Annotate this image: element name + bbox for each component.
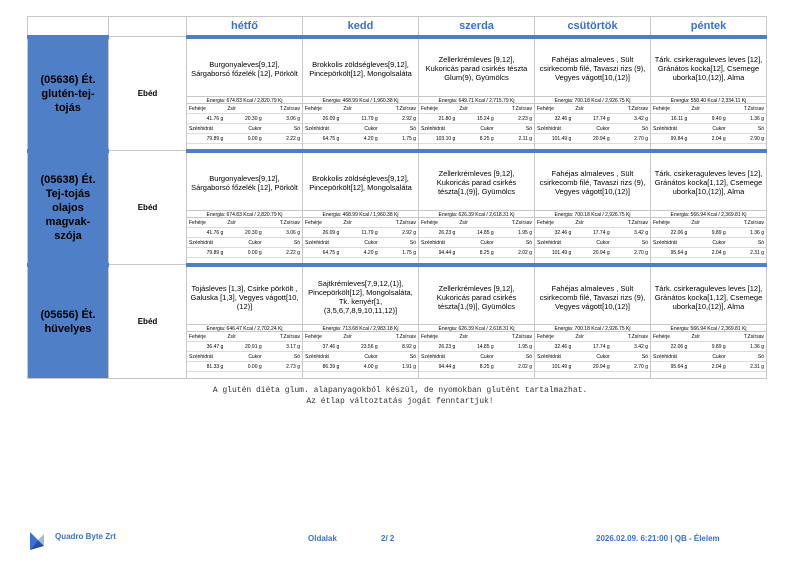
protein-value: 37.46 g: [303, 342, 341, 352]
dish-list: Fahéjas almaleves , Sült csirkecomb filé, Tavaszi rizs (9), Vegyes vágott[10,(12)]: [539, 283, 646, 311]
protein-value: 41.76 g: [187, 228, 225, 238]
protein-value: 32.46 g: [535, 228, 573, 238]
nutrition-grid: [187, 218, 302, 258]
salt-value: 2.31 g: [728, 248, 766, 258]
carbohydrate-label: Szénhidrát: [651, 124, 689, 134]
protein-value: 26.23 g: [419, 228, 457, 238]
protein-value: 21.80 g: [419, 114, 457, 124]
fat-value: 17.74 g: [573, 228, 611, 238]
saturated-fat-value: 1.36 g: [728, 114, 766, 124]
fat-label: Zsír: [341, 104, 379, 114]
energy-value: Energia: 626.39 Kcal / 2,618.31 Kj: [419, 324, 534, 332]
energy-value: Energia: 558.40 Kcal / 2,334.11 Kj: [651, 96, 766, 104]
sugar-label: Cukor: [457, 352, 495, 362]
day-header-friday: péntek: [651, 17, 767, 37]
carbohydrate-label: Szénhidrát: [303, 124, 341, 134]
dish-list: Tojásleves [1,3], Csirke pörkölt , Galuska [1,3], Vegyes vágott[10,(12)]: [190, 283, 299, 311]
fat-value: 9.89 g: [689, 228, 727, 238]
saturated-fat-value: 2.23 g: [496, 114, 534, 124]
carbohydrate-value: 94.44 g: [419, 248, 457, 258]
notes: [0, 385, 800, 407]
salt-value: 2.73 g: [264, 362, 302, 372]
carbohydrate-label: Szénhidrát: [651, 238, 689, 248]
carbohydrate-value: 81.33 g: [187, 362, 225, 372]
carbohydrate-label: Szénhidrát: [419, 352, 457, 362]
sugar-value: 2.04 g: [689, 248, 727, 258]
company-name: Quadro Byte Zrt: [55, 532, 116, 541]
nutrition-grid: [535, 332, 650, 372]
salt-value: 1.91 g: [380, 362, 418, 372]
fat-value: 23.56 g: [341, 342, 379, 352]
carbohydrate-value: 95.64 g: [651, 362, 689, 372]
energy-value: Energia: 626.39 Kcal / 2,618.31 Kj: [419, 210, 534, 218]
sugar-value: 0.00 g: [225, 248, 263, 258]
day-header-wednesday: szerda: [419, 17, 535, 37]
saturated-fat-value: 3.42 g: [612, 114, 650, 124]
salt-label: Só: [728, 238, 766, 248]
diet-name: (05656) Ét. hüvelyes: [28, 265, 109, 379]
salt-label: Só: [380, 124, 418, 134]
saturated-fat-value: 1.36 g: [728, 342, 766, 352]
saturated-fat-value: 2.92 g: [380, 228, 418, 238]
dish-list: Zellerkrémleves [9,12], Kukoricás parad csirkés tészta[1,(9)], Gyümölcs: [436, 169, 517, 196]
sugar-value: 2.04 g: [689, 362, 727, 372]
salt-value: 2.90 g: [728, 134, 766, 144]
page-footer: [0, 524, 800, 554]
energy-value: Energia: 468.99 Kcal / 1,960.38 Kj: [303, 210, 418, 218]
fat-value: 14.85 g: [457, 342, 495, 352]
carbohydrate-value: 99.84 g: [651, 134, 689, 144]
sugar-label: Cukor: [573, 352, 611, 362]
protein-label: Fehérje: [187, 104, 225, 114]
fat-label: Zsír: [457, 332, 495, 342]
salt-value: 2.22 g: [264, 248, 302, 258]
sugar-value: 8.25 g: [457, 134, 495, 144]
meal-name: Ebéd: [109, 151, 187, 265]
protein-value: 22.06 g: [651, 342, 689, 352]
fat-label: Zsír: [457, 104, 495, 114]
diet-row: [28, 37, 767, 151]
nutrition-grid: [419, 218, 534, 258]
protein-label: Fehérje: [419, 332, 457, 342]
protein-label: Fehérje: [303, 218, 341, 228]
protein-label: Fehérje: [535, 332, 573, 342]
nutrition-grid: [651, 104, 766, 144]
fat-value: 20.91 g: [225, 342, 263, 352]
sugar-label: Cukor: [689, 124, 727, 134]
energy-value: Energia: 713.68 Kcal / 2,983.18 Kj: [303, 324, 418, 332]
note-changes: Az étlap változtatás jogát fenntartjuk!: [306, 397, 494, 406]
sugar-value: 4.20 g: [341, 248, 379, 258]
protein-label: Fehérje: [651, 104, 689, 114]
energy-value: Energia: 566.94 Kcal / 2,369.81 Kj: [651, 210, 766, 218]
menu-cell-thursday: [535, 151, 651, 265]
saturated-fat-label: T.Zsírsav: [264, 332, 302, 342]
protein-value: 16.11 g: [651, 114, 689, 124]
sugar-value: 0.00 g: [225, 134, 263, 144]
saturated-fat-label: T.Zsírsav: [728, 104, 766, 114]
carbohydrate-label: Szénhidrát: [187, 352, 225, 362]
energy-value: Energia: 674.83 Kcal / 2,820.79 Kj: [187, 96, 302, 104]
sugar-value: 2.04 g: [689, 134, 727, 144]
carbohydrate-value: 64.75 g: [303, 134, 341, 144]
fat-label: Zsír: [225, 332, 263, 342]
salt-label: Só: [496, 124, 534, 134]
menu-cell-wednesday: [419, 37, 535, 151]
salt-label: Só: [612, 124, 650, 134]
day-header-tuesday: kedd: [303, 17, 419, 37]
salt-value: 1.75 g: [380, 134, 418, 144]
menu-cell-friday: [651, 151, 767, 265]
saturated-fat-value: 1.95 g: [496, 342, 534, 352]
sugar-label: Cukor: [457, 238, 495, 248]
nutrition-grid: [187, 104, 302, 144]
salt-value: 2.31 g: [728, 362, 766, 372]
fat-value: 17.74 g: [573, 342, 611, 352]
salt-label: Só: [612, 238, 650, 248]
nutrition-grid: [651, 218, 766, 258]
fat-value: 14.85 g: [457, 228, 495, 238]
menu-cell-friday: [651, 265, 767, 379]
fat-value: 11.79 g: [341, 228, 379, 238]
diet-name: (05636) Ét. glutén-tej-tojás: [28, 37, 109, 151]
carbohydrate-label: Szénhidrát: [303, 238, 341, 248]
carbohydrate-value: 101.49 g: [535, 134, 573, 144]
salt-value: 2.70 g: [612, 362, 650, 372]
nutrition-grid: [535, 218, 650, 258]
salt-label: Só: [380, 352, 418, 362]
quadro-byte-logo-icon: [28, 528, 46, 552]
saturated-fat-label: T.Zsírsav: [380, 218, 418, 228]
protein-label: Fehérje: [651, 218, 689, 228]
fat-value: 9.89 g: [689, 342, 727, 352]
saturated-fat-label: T.Zsírsav: [612, 104, 650, 114]
note-gluten: A glutén diéta glum. alapanyagokból készül, de nyomokban glutént tartalmazhat.: [212, 386, 588, 395]
saturated-fat-value: 3.06 g: [264, 114, 302, 124]
carbohydrate-value: 64.75 g: [303, 248, 341, 258]
protein-value: 22.06 g: [651, 228, 689, 238]
salt-label: Só: [496, 352, 534, 362]
salt-label: Só: [728, 352, 766, 362]
menu-cell-monday: [187, 265, 303, 379]
nutrition-grid: [651, 332, 766, 372]
dish-list: Fahéjas almaleves , Sült csirkecomb filé, Tavaszi rizs (9), Vegyes vágott[10,(12)]: [539, 55, 646, 82]
dish-list: Fahéjas almaleves , Sült csirkecomb filé, Tavaszi rizs (9), Vegyes vágott[10,(12)]: [539, 169, 646, 196]
fat-value: 11.79 g: [341, 114, 379, 124]
diet-name: (05638) Ét. Tej-tojás olajos magvak-szója: [28, 151, 109, 265]
saturated-fat-value: 1.36 g: [728, 228, 766, 238]
carbohydrate-label: Szénhidrát: [187, 238, 225, 248]
fat-label: Zsír: [573, 332, 611, 342]
menu-cell-tuesday: [303, 37, 419, 151]
fat-value: 20.30 g: [225, 228, 263, 238]
sugar-label: Cukor: [225, 124, 263, 134]
salt-label: Só: [728, 124, 766, 134]
saturated-fat-label: T.Zsírsav: [496, 104, 534, 114]
sugar-value: 8.25 g: [457, 248, 495, 258]
fat-label: Zsír: [341, 218, 379, 228]
protein-label: Fehérje: [651, 332, 689, 342]
sugar-label: Cukor: [341, 124, 379, 134]
sugar-label: Cukor: [689, 352, 727, 362]
carbohydrate-value: 101.49 g: [535, 248, 573, 258]
salt-value: 1.75 g: [380, 248, 418, 258]
carbohydrate-value: 94.44 g: [419, 362, 457, 372]
salt-label: Só: [496, 238, 534, 248]
fat-label: Zsír: [689, 332, 727, 342]
protein-label: Fehérje: [187, 332, 225, 342]
diet-row: [28, 265, 767, 379]
carbohydrate-value: 101.49 g: [535, 362, 573, 372]
protein-value: 32.46 g: [535, 114, 573, 124]
menu-table: [27, 16, 767, 379]
fat-label: Zsír: [689, 104, 727, 114]
salt-value: 2.22 g: [264, 134, 302, 144]
salt-label: Só: [264, 238, 302, 248]
salt-label: Só: [264, 124, 302, 134]
carbohydrate-label: Szénhidrát: [187, 124, 225, 134]
sugar-value: 4.20 g: [341, 134, 379, 144]
sugar-value: 0.00 g: [225, 362, 263, 372]
energy-value: Energia: 700.18 Kcal / 2,926.75 Kj: [535, 210, 650, 218]
carbohydrate-label: Szénhidrát: [419, 124, 457, 134]
protein-label: Fehérje: [535, 104, 573, 114]
energy-value: Energia: 674.83 Kcal / 2,820.79 Kj: [187, 210, 302, 218]
menu-cell-tuesday: [303, 151, 419, 265]
meal-name: Ebéd: [109, 37, 187, 151]
menu-cell-monday: [187, 151, 303, 265]
salt-label: Só: [380, 238, 418, 248]
saturated-fat-value: 1.95 g: [496, 228, 534, 238]
carbohydrate-value: 95.64 g: [651, 248, 689, 258]
saturated-fat-label: T.Zsírsav: [612, 218, 650, 228]
sugar-value: 20.94 g: [573, 362, 611, 372]
saturated-fat-value: 3.42 g: [612, 342, 650, 352]
sugar-label: Cukor: [225, 238, 263, 248]
fat-label: Zsír: [341, 332, 379, 342]
fat-value: 20.30 g: [225, 114, 263, 124]
menu-cell-thursday: [535, 265, 651, 379]
carbohydrate-label: Szénhidrát: [651, 352, 689, 362]
protein-label: Fehérje: [419, 104, 457, 114]
protein-value: 32.46 g: [535, 342, 573, 352]
nutrition-grid: [303, 104, 418, 144]
dish-list: Zellerkrémleves [9,12], Kukoricás parad csirkés tészta[1,(9)], Gyümölcs: [436, 283, 517, 311]
salt-value: 2.02 g: [496, 362, 534, 372]
diet-row: [28, 151, 767, 265]
dish-list: Burgonyaleves[9,12], Sárgaborsó főzelék [12], Pörkölt: [191, 59, 298, 78]
saturated-fat-label: T.Zsírsav: [496, 218, 534, 228]
energy-value: Energia: 649.71 Kcal / 2,715.79 Kj: [419, 96, 534, 104]
salt-value: 2.70 g: [612, 248, 650, 258]
sugar-value: 20.94 g: [573, 134, 611, 144]
carbohydrate-value: 79.89 g: [187, 248, 225, 258]
saturated-fat-value: 3.42 g: [612, 228, 650, 238]
carbohydrate-value: 79.89 g: [187, 134, 225, 144]
sugar-value: 20.94 g: [573, 248, 611, 258]
corner-cell-meal: [109, 17, 187, 37]
menu-cell-wednesday: [419, 265, 535, 379]
dish-list: Burgonyaleves[9,12], Sárgaborsó főzelék [12], Pörkölt: [191, 173, 298, 192]
salt-value: 2.11 g: [496, 134, 534, 144]
saturated-fat-label: T.Zsírsav: [264, 104, 302, 114]
protein-label: Fehérje: [535, 218, 573, 228]
day-header-thursday: csütörtök: [535, 17, 651, 37]
dish-list: Tárk. csirkeraguleves leves [12], Gránátos kocka[1,12], Csemege uborka[10,(12)], Alma: [654, 169, 763, 196]
salt-value: 2.02 g: [496, 248, 534, 258]
sugar-label: Cukor: [573, 238, 611, 248]
nutrition-grid: [419, 332, 534, 372]
salt-label: Só: [612, 352, 650, 362]
protein-value: 26.23 g: [419, 342, 457, 352]
dish-list: Brokkolis zöldségleves[9,12], Pincepörkölt[12], Mongolsaláta: [309, 173, 412, 192]
menu-cell-thursday: [535, 37, 651, 151]
protein-value: 41.76 g: [187, 114, 225, 124]
menu-cell-monday: [187, 37, 303, 151]
dish-list: Zellerkrémleves [9,12], Kukoricás parad csirkés tészta Glum(9), Gyümölcs: [425, 55, 528, 82]
fat-label: Zsír: [689, 218, 727, 228]
protein-label: Fehérje: [303, 104, 341, 114]
carbohydrate-label: Szénhidrát: [419, 238, 457, 248]
day-header-row: [28, 17, 767, 37]
page-label: Oldalak: [308, 534, 337, 543]
menu-cell-friday: [651, 37, 767, 151]
carbohydrate-label: Szénhidrát: [535, 352, 573, 362]
energy-value: Energia: 468.99 Kcal / 1,960.38 Kj: [303, 96, 418, 104]
dish-list: Tárk. csirkeraguleves leves [12], Gránátos kocka[12], Csemege uborka[10,(12)], Alma: [654, 55, 763, 82]
fat-label: Zsír: [225, 218, 263, 228]
energy-value: Energia: 700.18 Kcal / 2,926.75 Kj: [535, 324, 650, 332]
fat-label: Zsír: [573, 104, 611, 114]
sugar-label: Cukor: [225, 352, 263, 362]
protein-value: 26.09 g: [303, 114, 341, 124]
saturated-fat-label: T.Zsírsav: [496, 332, 534, 342]
saturated-fat-label: T.Zsírsav: [380, 332, 418, 342]
nutrition-grid: [535, 104, 650, 144]
menu-cell-tuesday: [303, 265, 419, 379]
saturated-fat-value: 3.06 g: [264, 228, 302, 238]
menu-cell-wednesday: [419, 151, 535, 265]
page-number: 2/ 2: [381, 534, 395, 543]
fat-value: 9.40 g: [689, 114, 727, 124]
protein-value: 26.09 g: [303, 228, 341, 238]
sugar-label: Cukor: [341, 238, 379, 248]
saturated-fat-label: T.Zsírsav: [728, 332, 766, 342]
carbohydrate-label: Szénhidrát: [535, 124, 573, 134]
meal-name: Ebéd: [109, 265, 187, 379]
sugar-value: 8.25 g: [457, 362, 495, 372]
nutrition-grid: [303, 218, 418, 258]
nutrition-grid: [419, 104, 534, 144]
sugar-value: 4.00 g: [341, 362, 379, 372]
fat-value: 15.24 g: [457, 114, 495, 124]
dish-list: Tárk. csirkeraguleves leves [12], Gránátos kocka[1,12], Csemege uborka[10,(12)], Alma: [654, 283, 763, 311]
fat-label: Zsír: [225, 104, 263, 114]
saturated-fat-value: 8.92 g: [380, 342, 418, 352]
protein-label: Fehérje: [303, 332, 341, 342]
carbohydrate-value: 103.10 g: [419, 134, 457, 144]
menu-body: [28, 37, 767, 379]
carbohydrate-value: 86.39 g: [303, 362, 341, 372]
saturated-fat-value: 2.92 g: [380, 114, 418, 124]
nutrition-grid: [187, 332, 302, 372]
sugar-label: Cukor: [341, 352, 379, 362]
protein-label: Fehérje: [187, 218, 225, 228]
saturated-fat-label: T.Zsírsav: [380, 104, 418, 114]
saturated-fat-label: T.Zsírsav: [264, 218, 302, 228]
sugar-label: Cukor: [457, 124, 495, 134]
corner-cell: [28, 17, 109, 37]
carbohydrate-label: Szénhidrát: [535, 238, 573, 248]
protein-label: Fehérje: [419, 218, 457, 228]
protein-value: 36.47 g: [187, 342, 225, 352]
fat-label: Zsír: [573, 218, 611, 228]
energy-value: Energia: 646.47 Kcal / 2,702.24 Kj: [187, 324, 302, 332]
dish-list: Sajtkrémleves[7,9,12,(1)], Pincepörkölt[12], Mongolsaláta, Tk. kenyér[1,(3,5,6,7,8,9,10,11,12)]: [308, 279, 413, 316]
energy-value: Energia: 566.94 Kcal / 2,369.81 Kj: [651, 324, 766, 332]
saturated-fat-label: T.Zsírsav: [612, 332, 650, 342]
carbohydrate-label: Szénhidrát: [303, 352, 341, 362]
sugar-label: Cukor: [573, 124, 611, 134]
salt-label: Só: [264, 352, 302, 362]
saturated-fat-value: 3.17 g: [264, 342, 302, 352]
print-timestamp: 2026.02.09. 6:21:00 | QB - Élelem: [596, 534, 720, 543]
energy-value: Energia: 700.18 Kcal / 2,926.75 Kj: [535, 96, 650, 104]
fat-label: Zsír: [457, 218, 495, 228]
nutrition-grid: [303, 332, 418, 372]
day-header-monday: hétfő: [187, 17, 303, 37]
salt-value: 2.70 g: [612, 134, 650, 144]
sugar-label: Cukor: [689, 238, 727, 248]
saturated-fat-label: T.Zsírsav: [728, 218, 766, 228]
fat-value: 17.74 g: [573, 114, 611, 124]
dish-list: Brokkolis zöldségleves[9,12], Pincepörkölt[12], Mongolsaláta: [309, 59, 412, 78]
